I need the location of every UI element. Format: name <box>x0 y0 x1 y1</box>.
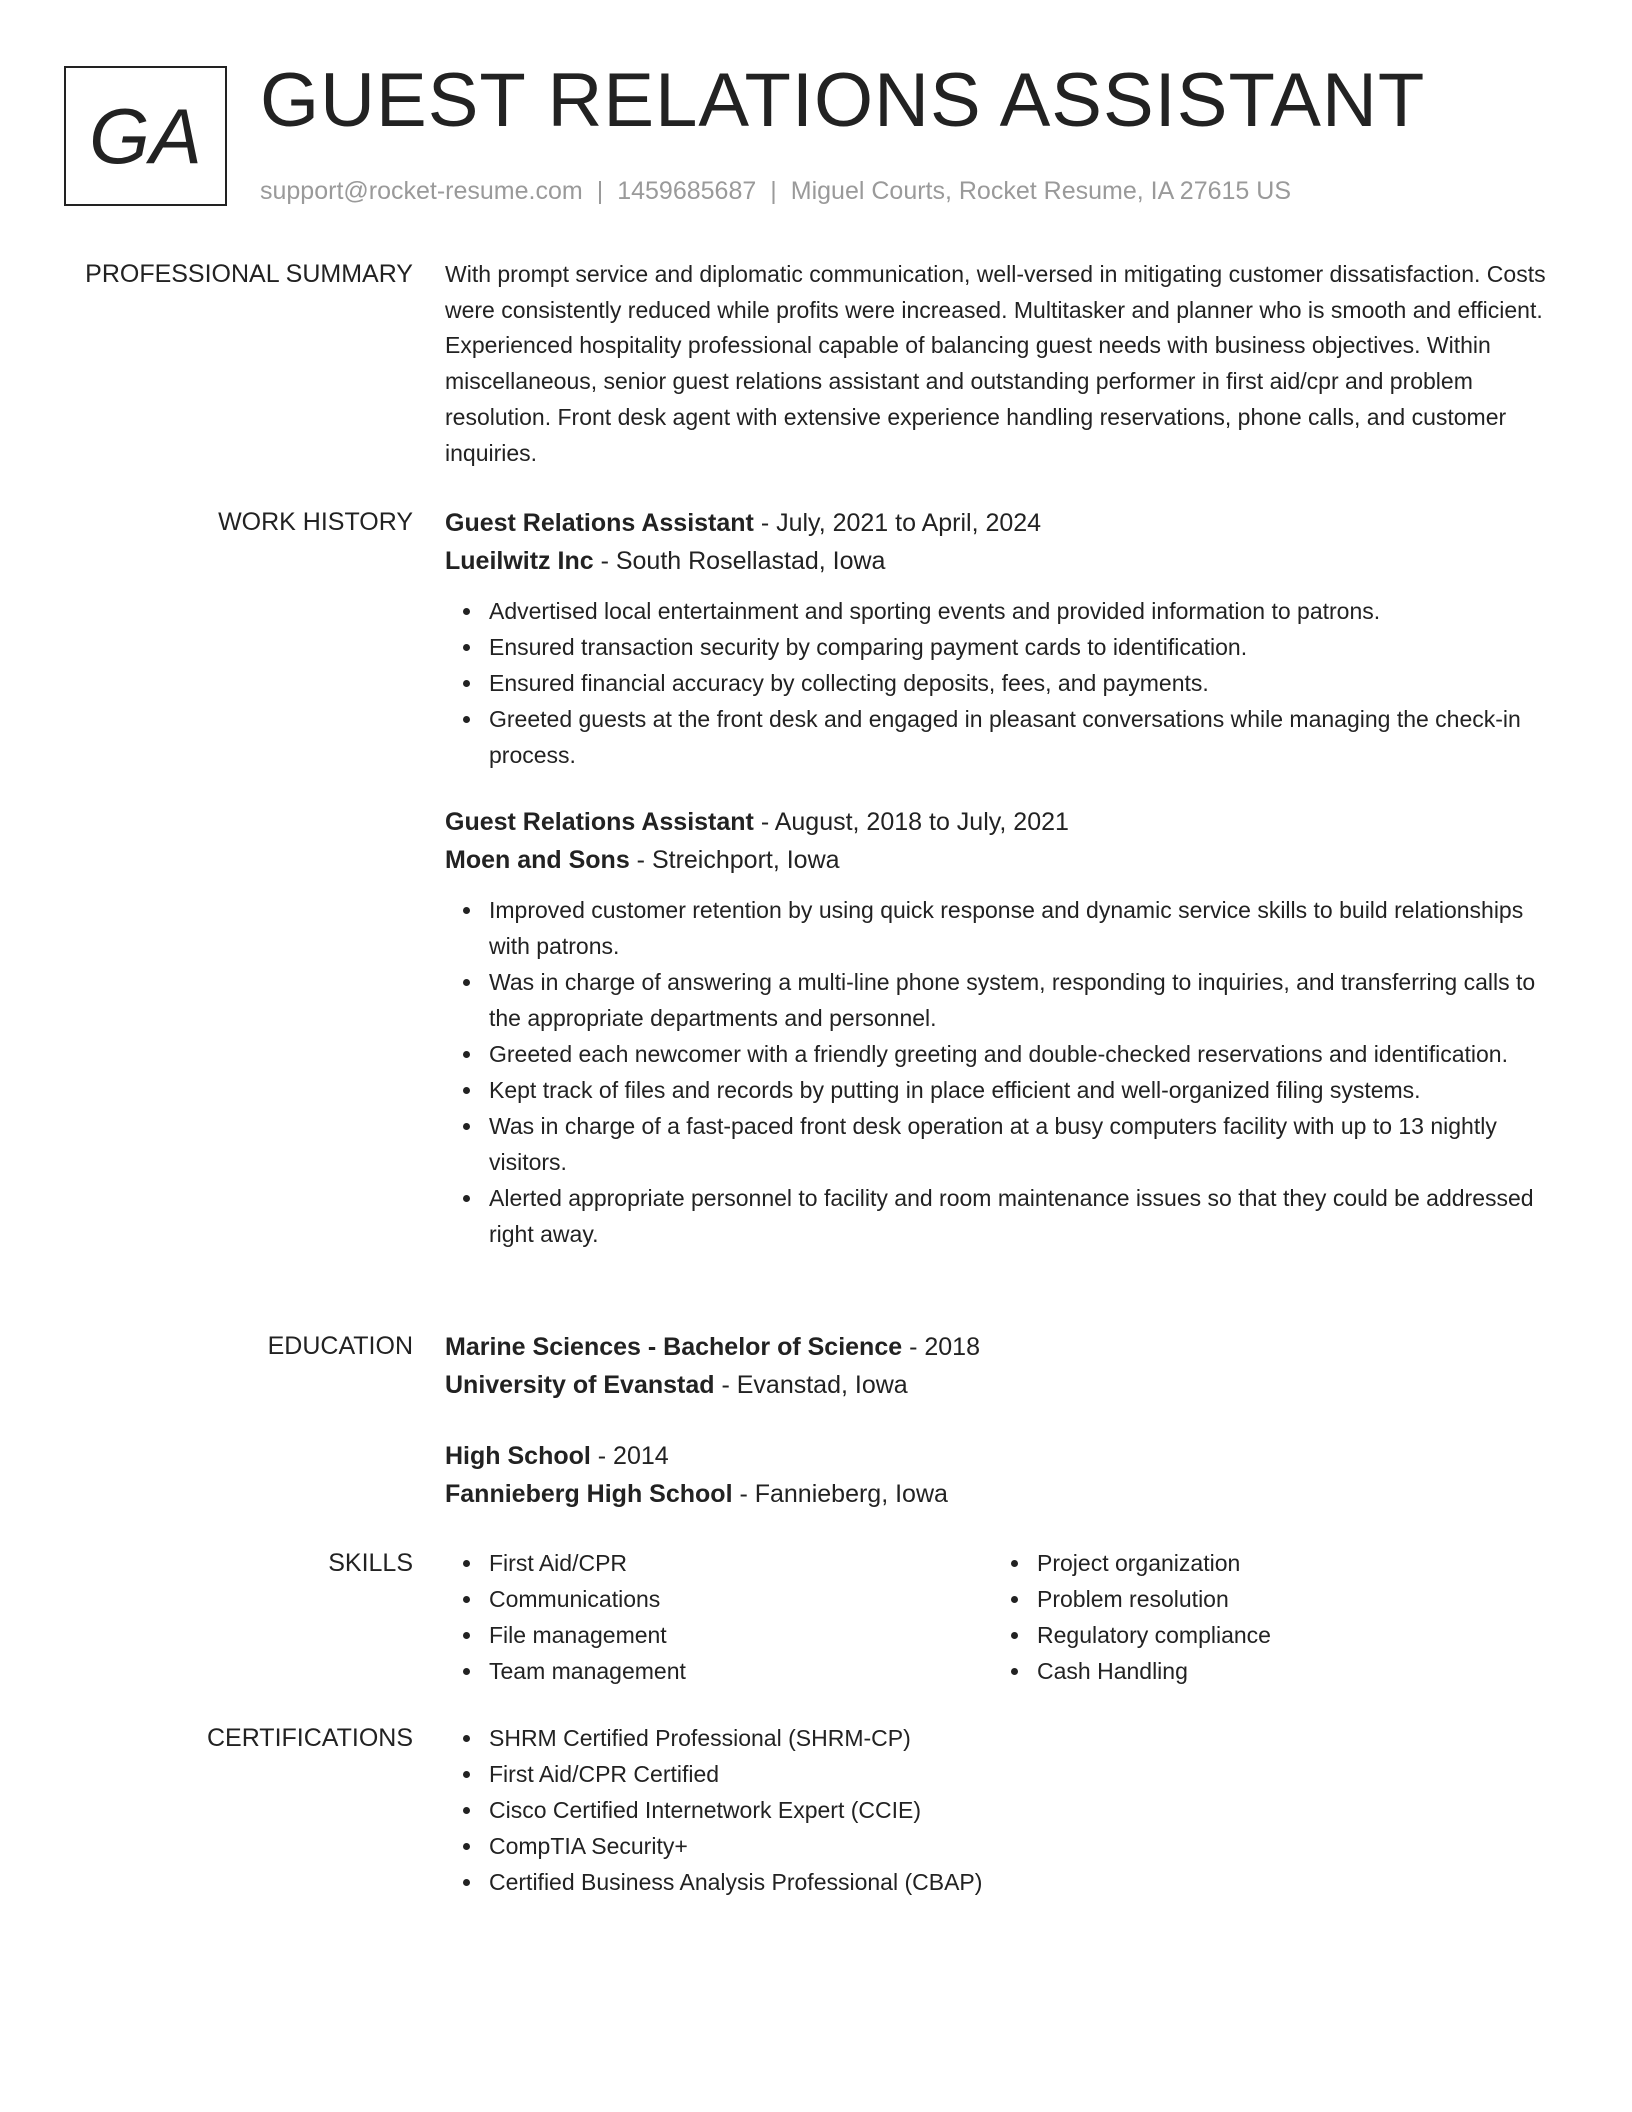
education-entry <box>445 1328 1560 1404</box>
job-title: Guest Relations Assistant <box>445 808 754 836</box>
contact-phone: 1459685687 <box>617 177 757 205</box>
skill-item: File management <box>445 1617 993 1653</box>
job-bullets <box>445 892 1560 1252</box>
skill-item: Team management <box>445 1653 993 1689</box>
candidate-name: GUEST RELATIONS ASSISTANT <box>260 58 1426 143</box>
job-bullet: Ensured transaction security by comparing payment cards to identification. <box>445 629 1560 665</box>
job-bullet: Alerted appropriate personnel to facility and room maintenance issues so that they could be addressed right away. <box>445 1180 1560 1252</box>
summary-text: With prompt service and diplomatic communication, well-versed in mitigating customer dissatisfaction. Costs were consistently reduced while profits were increased. Multitasker and planner who is smooth and efficient. Experienced hospitality professional capable of balancing guest needs with business objectives. Within miscellaneous, senior guest relations assistant and outstanding performer in first aid/cpr and problem resolution. Front desk agent with extensive experience handling reservations, phone calls, and customer inquiries. <box>445 261 1546 466</box>
job-bullet: Improved customer retention by using quick response and dynamic service skills to build relationships with patrons. <box>445 892 1560 964</box>
degree: Marine Sciences - Bachelor of Science <box>445 1333 903 1361</box>
job-bullet: Advertised local entertainment and sporting events and provided information to patrons. <box>445 593 1560 629</box>
job-company-line <box>445 542 1560 580</box>
school-location: - Fannieberg, Iowa <box>732 1480 948 1508</box>
job-bullet: Greeted each newcomer with a friendly greeting and double-checked reservations and identification. <box>445 1036 1560 1072</box>
section-label-certifications: CERTIFICATIONS <box>206 1724 413 1752</box>
education-entry <box>445 1437 1560 1513</box>
school-line <box>445 1366 1560 1404</box>
job-dates: - August, 2018 to July, 2021 <box>753 808 1069 836</box>
job-entry <box>445 504 1560 773</box>
skills-grid <box>445 1545 1560 1689</box>
job-bullet: Ensured financial accuracy by collecting deposits, fees, and payments. <box>445 665 1560 701</box>
job-location: - South Rosellastad, Iowa <box>593 547 886 575</box>
skill-item: Cash Handling <box>993 1653 1541 1689</box>
job-bullet: Was in charge of a fast-paced front desk operation at a busy computers facility with up to 13 nightly visitors. <box>445 1108 1560 1180</box>
certifications-list <box>445 1720 1560 1900</box>
skill-item: Project organization <box>993 1545 1541 1581</box>
job-bullet: Greeted guests at the front desk and engaged in pleasant conversations while managing the check-in process. <box>445 701 1560 773</box>
skill-item: First Aid/CPR <box>445 1545 993 1581</box>
job-location: - Streichport, Iowa <box>629 846 840 874</box>
school-line <box>445 1475 1560 1513</box>
section-label-summary: PROFESSIONAL SUMMARY <box>85 260 413 288</box>
school: University of Evanstad <box>445 1371 715 1399</box>
contact-address: Miguel Courts, Rocket Resume, IA 27615 US <box>790 177 1291 205</box>
section-label-work-history: WORK HISTORY <box>218 508 413 536</box>
degree-line <box>445 1328 1560 1366</box>
contact-email: support@rocket-resume.com <box>260 177 583 205</box>
job-dates: - July, 2021 to April, 2024 <box>753 509 1042 537</box>
job-title: Guest Relations Assistant <box>445 509 754 537</box>
certification-item: Cisco Certified Internetwork Expert (CCIE) <box>445 1792 1560 1828</box>
skill-item: Communications <box>445 1581 993 1617</box>
skill-item: Regulatory compliance <box>993 1617 1541 1653</box>
job-company: Moen and Sons <box>445 846 630 874</box>
job-bullet: Was in charge of answering a multi-line phone system, responding to inquiries, and transferring calls to the appropriate departments and personnel. <box>445 964 1560 1036</box>
job-bullets <box>445 593 1560 773</box>
job-title-line <box>445 803 1560 841</box>
contact-line <box>260 174 1291 208</box>
certification-item: Certified Business Analysis Professional (CBAP) <box>445 1864 1560 1900</box>
contact-separator: | <box>770 177 777 205</box>
school-location: - Evanstad, Iowa <box>714 1371 908 1399</box>
contact-separator: | <box>596 177 604 205</box>
job-company-line <box>445 841 1560 879</box>
job-bullet: Kept track of files and records by putting in place efficient and well-organized filing systems. <box>445 1072 1560 1108</box>
section-label-education: EDUCATION <box>267 1332 413 1360</box>
job-entry <box>445 803 1560 1252</box>
initials-monogram: GA <box>64 66 227 206</box>
section-label-skills: SKILLS <box>328 1549 413 1577</box>
degree-year: - 2014 <box>590 1442 669 1470</box>
degree: High School <box>445 1442 591 1470</box>
skills-column-left <box>445 1545 993 1689</box>
degree-year: - 2018 <box>902 1333 980 1361</box>
skill-item: Problem resolution <box>993 1581 1541 1617</box>
certification-item: CompTIA Security+ <box>445 1828 1560 1864</box>
certification-item: SHRM Certified Professional (SHRM-CP) <box>445 1720 1560 1756</box>
job-company: Lueilwitz Inc <box>445 547 594 575</box>
job-title-line <box>445 504 1560 542</box>
degree-line <box>445 1437 1560 1475</box>
certification-item: First Aid/CPR Certified <box>445 1756 1560 1792</box>
school: Fannieberg High School <box>445 1480 733 1508</box>
skills-column-right <box>993 1545 1541 1689</box>
